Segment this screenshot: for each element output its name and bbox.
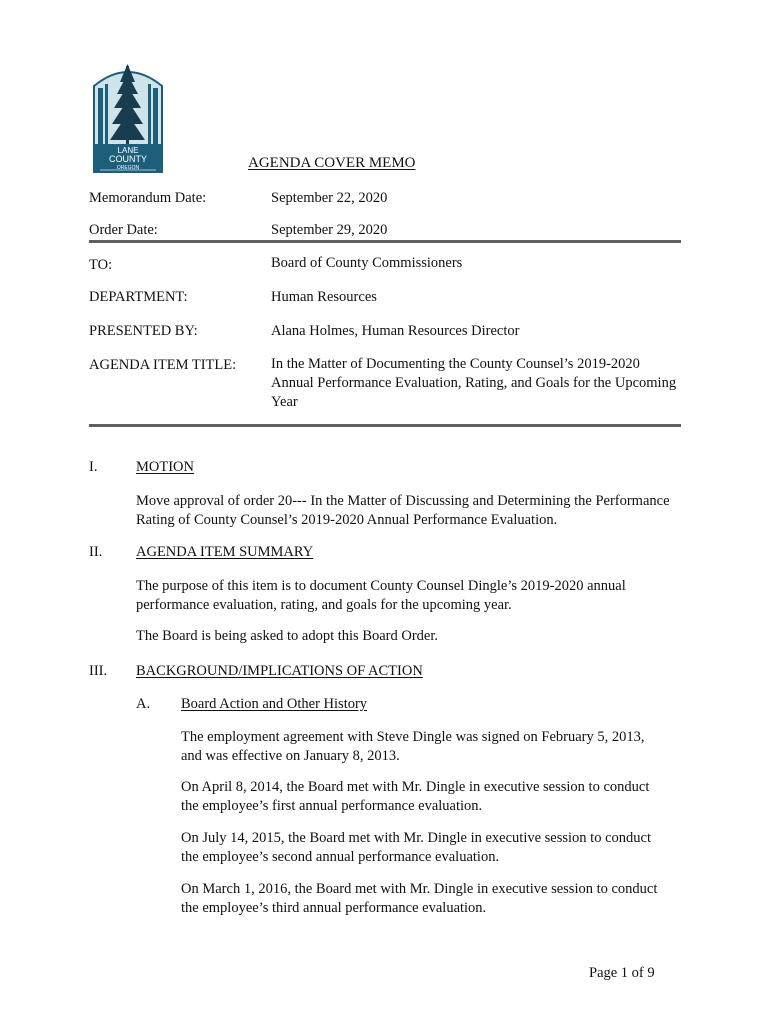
motion-text [136, 492, 670, 530]
summary-line: The purpose of this item is to document County Counsel Dingle’s 2019-2020 annual [136, 578, 626, 594]
lane-county-logo [92, 58, 164, 174]
history-line: On July 14, 2015, the Board met with Mr. Dingle in executive session to conduct [181, 830, 651, 846]
header-divider-bottom [89, 424, 681, 427]
history-paragraph [181, 778, 649, 816]
history-line: On April 8, 2014, the Board met with Mr. Dingle in executive session to conduct [181, 779, 650, 795]
subsection-letter-a: A. [136, 696, 151, 712]
logo-line1: LANE [117, 146, 139, 155]
memorandum-date-value: September 22, 2020 [271, 190, 388, 206]
history-line: the employee’s third annual performance evaluation. [181, 900, 487, 916]
presented-by-label: PRESENTED BY: [89, 323, 198, 339]
history-paragraph [181, 728, 645, 766]
order-date-value: September 29, 2020 [271, 222, 388, 238]
page-number: Page 1 of 9 [589, 965, 655, 981]
agenda-item-title-line: In the Matter of Documenting the County Counsel’s 2019-2020 [271, 356, 640, 372]
memorandum-date-label: Memorandum Date: [89, 190, 207, 206]
presented-by-value: Alana Holmes, Human Resources Director [271, 323, 520, 339]
agenda-item-title-line: Year [271, 394, 298, 410]
summary-line: performance evaluation, rating, and goals for the upcoming year. [136, 597, 512, 613]
history-paragraph [181, 880, 657, 918]
section-numeral-3: III. [89, 663, 108, 679]
department-value: Human Resources [271, 289, 377, 305]
agenda-item-title-value [271, 355, 676, 412]
agenda-item-title-label: AGENDA ITEM TITLE: [89, 357, 237, 373]
agenda-item-title-line: Annual Performance Evaluation, Rating, and Goals for the Upcoming [271, 375, 677, 391]
history-line: the employee’s second annual performance evaluation. [181, 849, 500, 865]
subsection-heading-history: Board Action and Other History [181, 696, 368, 712]
department-label: DEPARTMENT: [89, 289, 188, 305]
memo-title: AGENDA COVER MEMO [248, 155, 416, 171]
header-divider-top [89, 240, 681, 243]
summary-paragraph-1 [136, 577, 626, 615]
summary-paragraph-2: The Board is being asked to adopt this Board Order. [136, 628, 439, 644]
section-heading-background: BACKGROUND/IMPLICATIONS OF ACTION [136, 663, 423, 679]
tree-logo-icon [92, 58, 164, 174]
order-date-label: Order Date: [89, 222, 158, 238]
section-heading-motion: MOTION [136, 459, 194, 475]
logo-line2: COUNTY [109, 154, 147, 164]
section-numeral-1: I. [89, 459, 98, 475]
motion-line: Rating of County Counsel’s 2019-2020 Annual Performance Evaluation. [136, 512, 558, 528]
section-numeral-2: II. [89, 544, 103, 560]
history-paragraph [181, 829, 651, 867]
motion-line: Move approval of order 20--- In the Matter of Discussing and Determining the Performance [136, 493, 670, 509]
history-line: On March 1, 2016, the Board met with Mr. Dingle in executive session to conduct [181, 881, 658, 897]
history-line: The employment agreement with Steve Dingle was signed on February 5, 2013, [181, 729, 645, 745]
section-heading-summary: AGENDA ITEM SUMMARY [136, 544, 314, 560]
history-line: the employee’s first annual performance evaluation. [181, 798, 483, 814]
logo-line3: OREGON [116, 165, 140, 171]
to-value: Board of County Commissioners [271, 255, 463, 271]
to-label: TO: [89, 257, 113, 273]
history-line: and was effective on January 8, 2013. [181, 748, 400, 764]
